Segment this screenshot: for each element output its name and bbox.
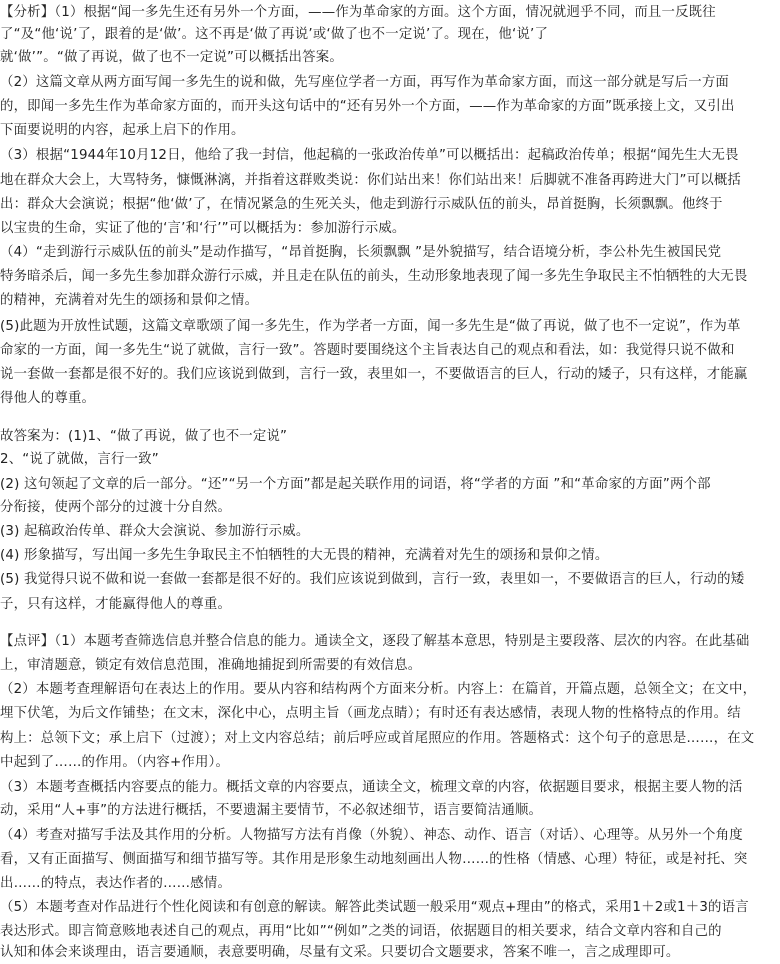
text-line: 中起到了……的作用。（内容+作用）。 [0, 755, 230, 770]
text-line: (5)此题为开放性试题，这篇文章歌颂了闻一多先生，作为学者一方面，闻一多先生是“做了再说，做了也不一定说”，作为革 [0, 319, 741, 334]
text-line: 子，只有这样，才能赢得他人的尊重。 [0, 597, 232, 612]
text-line: 就‘做’”。“做了再说，做了也不一定说”可以概括出答案。 [0, 50, 343, 65]
text-line: （5）本题考查对作品进行个性化阅读和有创意的解读。解答此类试题一般采用“观点+理由”的格式，采用1＋2或1＋3的语言 [0, 900, 749, 915]
text-line: 下面要说明的内容，起承上启下的作用。 [0, 123, 245, 138]
text-line: 分衔接，使两个部分的过渡十分自然。 [0, 500, 232, 515]
text-line: 的精神，充满着对先生的颂扬和景仰之情。 [0, 293, 259, 308]
text-line: 【分析】（1）根据“闻一多先生还有另外一个方面，——作为革命家的方面。这个方面，情况就迥乎不同，而且一反既往 [0, 5, 716, 20]
text-line: 命家的一方面，闻一多先生“说了就做，言行一致”。答题时要围绕这个主旨表达自己的观点和看法，如：我觉得只说不做和 [0, 343, 735, 358]
text-line: 2、“说了就做，言行一致” [0, 452, 159, 467]
text-line: （2）本题考查理解语句在表达上的作用。要从内容和结构两个方面来分析。内容上：在篇首，开篇点题，总领全文；在文中， [0, 682, 757, 697]
text-line: 看，又有正面描写、侧面描写和细节描写等。其作用是形象生动地刻画出人物……的性格（情感、心理）特征，或是衬托、突 [0, 852, 748, 867]
text-line: 动，采用“人+事”的方法进行概括，不要遗漏主要情节，不必叙述细节，语言要简洁通顺。 [0, 803, 543, 818]
text-line: 说一套做一套都是很不好的。我们应该说到做到，言行一致，表里如一，不要做语言的巨人，行动的矮子，只有这样，才能赢 [0, 367, 748, 382]
text-line: 得他人的尊重。 [0, 391, 96, 406]
text-line: （3）本题考查概括内容要点的能力。概括文章的内容要点，通读全文，梳理文章的内容，依据题目要求，根据主要人物的活 [0, 780, 743, 795]
text-line: 地在群众大会上，大骂特务，慷慨淋漓，并指着这群败类说：你们站出来！你们站出来！后脚就不准备再跨进大门”可以概括 [0, 173, 742, 188]
answer-heading: 故答案为：(1)1、“做了再说，做了也不一定说” [0, 429, 288, 444]
text-line: (3) 起稿政治传单、群众大会演说、参加游行示威。 [0, 524, 310, 539]
text-line: 以宝贵的生命，实证了他的‘言’和‘行’”可以概括为：参加游行示威。 [0, 221, 406, 236]
text-line: 的，即闻一多先生作为革命家方面的，而开头这句话中的“还有另外一个方面，——作为革命家的方面”既承接上文，又引出 [0, 99, 735, 114]
text-line: (2) 这句领起了文章的后一部分。“还”“另一个方面”都是起关联作用的词语，将“学者的方面 ”和“革命家的方面”两个部 [0, 477, 711, 492]
text-line: 认知和体会来谈理由，语言要通顺，表意要明确，尽量有文采。只要切合文题要求，答案不唯一，言之成理即可。 [0, 945, 680, 960]
text-line: 出：群众大会演说；根据“他‘做’了，在情况紧急的生死关头，他走到游行示威队伍的前头，昂首挺胸，长须飘飘。他终于 [0, 197, 723, 212]
text-line: 构上：总领下文；承上启下（过渡）；对上文内容总结；前后呼应或首尾照应的作用。答题格式：这个句子的意思是……，在文 [0, 731, 755, 746]
text-line: （4）考查对描写手法及其作用的分析。人物描写方法有肖像（外貌）、神态、动作、语言（对话）、心理等。从另外一个角度 [0, 828, 743, 843]
text-line: 上，审清题意，锁定有效信息范围，准确地捕捉到所需要的有效信息。 [0, 658, 422, 673]
text-line: 特务暗杀后，闻一多先生参加群众游行示威，并且走在队伍的前头，生动形象地表现了闻一多先生争取民主不怕牺牲的大无畏 [0, 269, 748, 284]
text-line: （3）根据“1944年10月12日，他给了我一封信，他起稿的一张政治传单”可以概括出：起稿政治传单；根据“闻先生大无畏 [0, 148, 739, 163]
text-line: 表达形式。即言简意赅地表述自己的观点，再用“比如”“例如”之类的词语，依据题目的相关要求，结合文章内容和自己的 [0, 924, 722, 939]
text-line: 出……的特点，表达作者的……感情。 [0, 876, 232, 891]
text-line: （2）这篇文章从两方面写闻一多先生的说和做，先写座位学者一方面，再写作为革命家方面，而这一部分就是写后一方面 [0, 75, 730, 90]
text-line: (5) 我觉得只说不做和说一套做一套都是很不好的。我们应该说到做到，言行一致，表里如一，不要做语言的巨人，行动的矮 [0, 572, 745, 587]
text-line: （4）“走到游行示威队伍的前头”是动作描写，“昂首挺胸，长须飘飘 ”是外貌描写，结合语境分析，李公朴先生被国民党 [0, 245, 722, 260]
text-line: 埋下伏笔，为后文作铺垫；在文末，深化中心，点明主旨（画龙点睛）；有时还有表达感情，表现人物的性格特点的作用。结 [0, 706, 741, 721]
text-line: (4) 形象描写，写出闻一多先生争取民主不怕牺牲的大无畏的精神，充满着对先生的颂扬和景仰之情。 [0, 548, 609, 563]
text-line: 了“及“他‘说’了，跟着的是‘做’。这不再是‘做了再说’或‘做了也不一定说’了。现在，他‘说’了 [0, 27, 549, 42]
comment-heading: 【点评】（1）本题考查筛选信息并整合信息的能力。通读全文，逐段了解基本意思，特别是主要段落、层次的内容。在此基础 [0, 634, 750, 649]
